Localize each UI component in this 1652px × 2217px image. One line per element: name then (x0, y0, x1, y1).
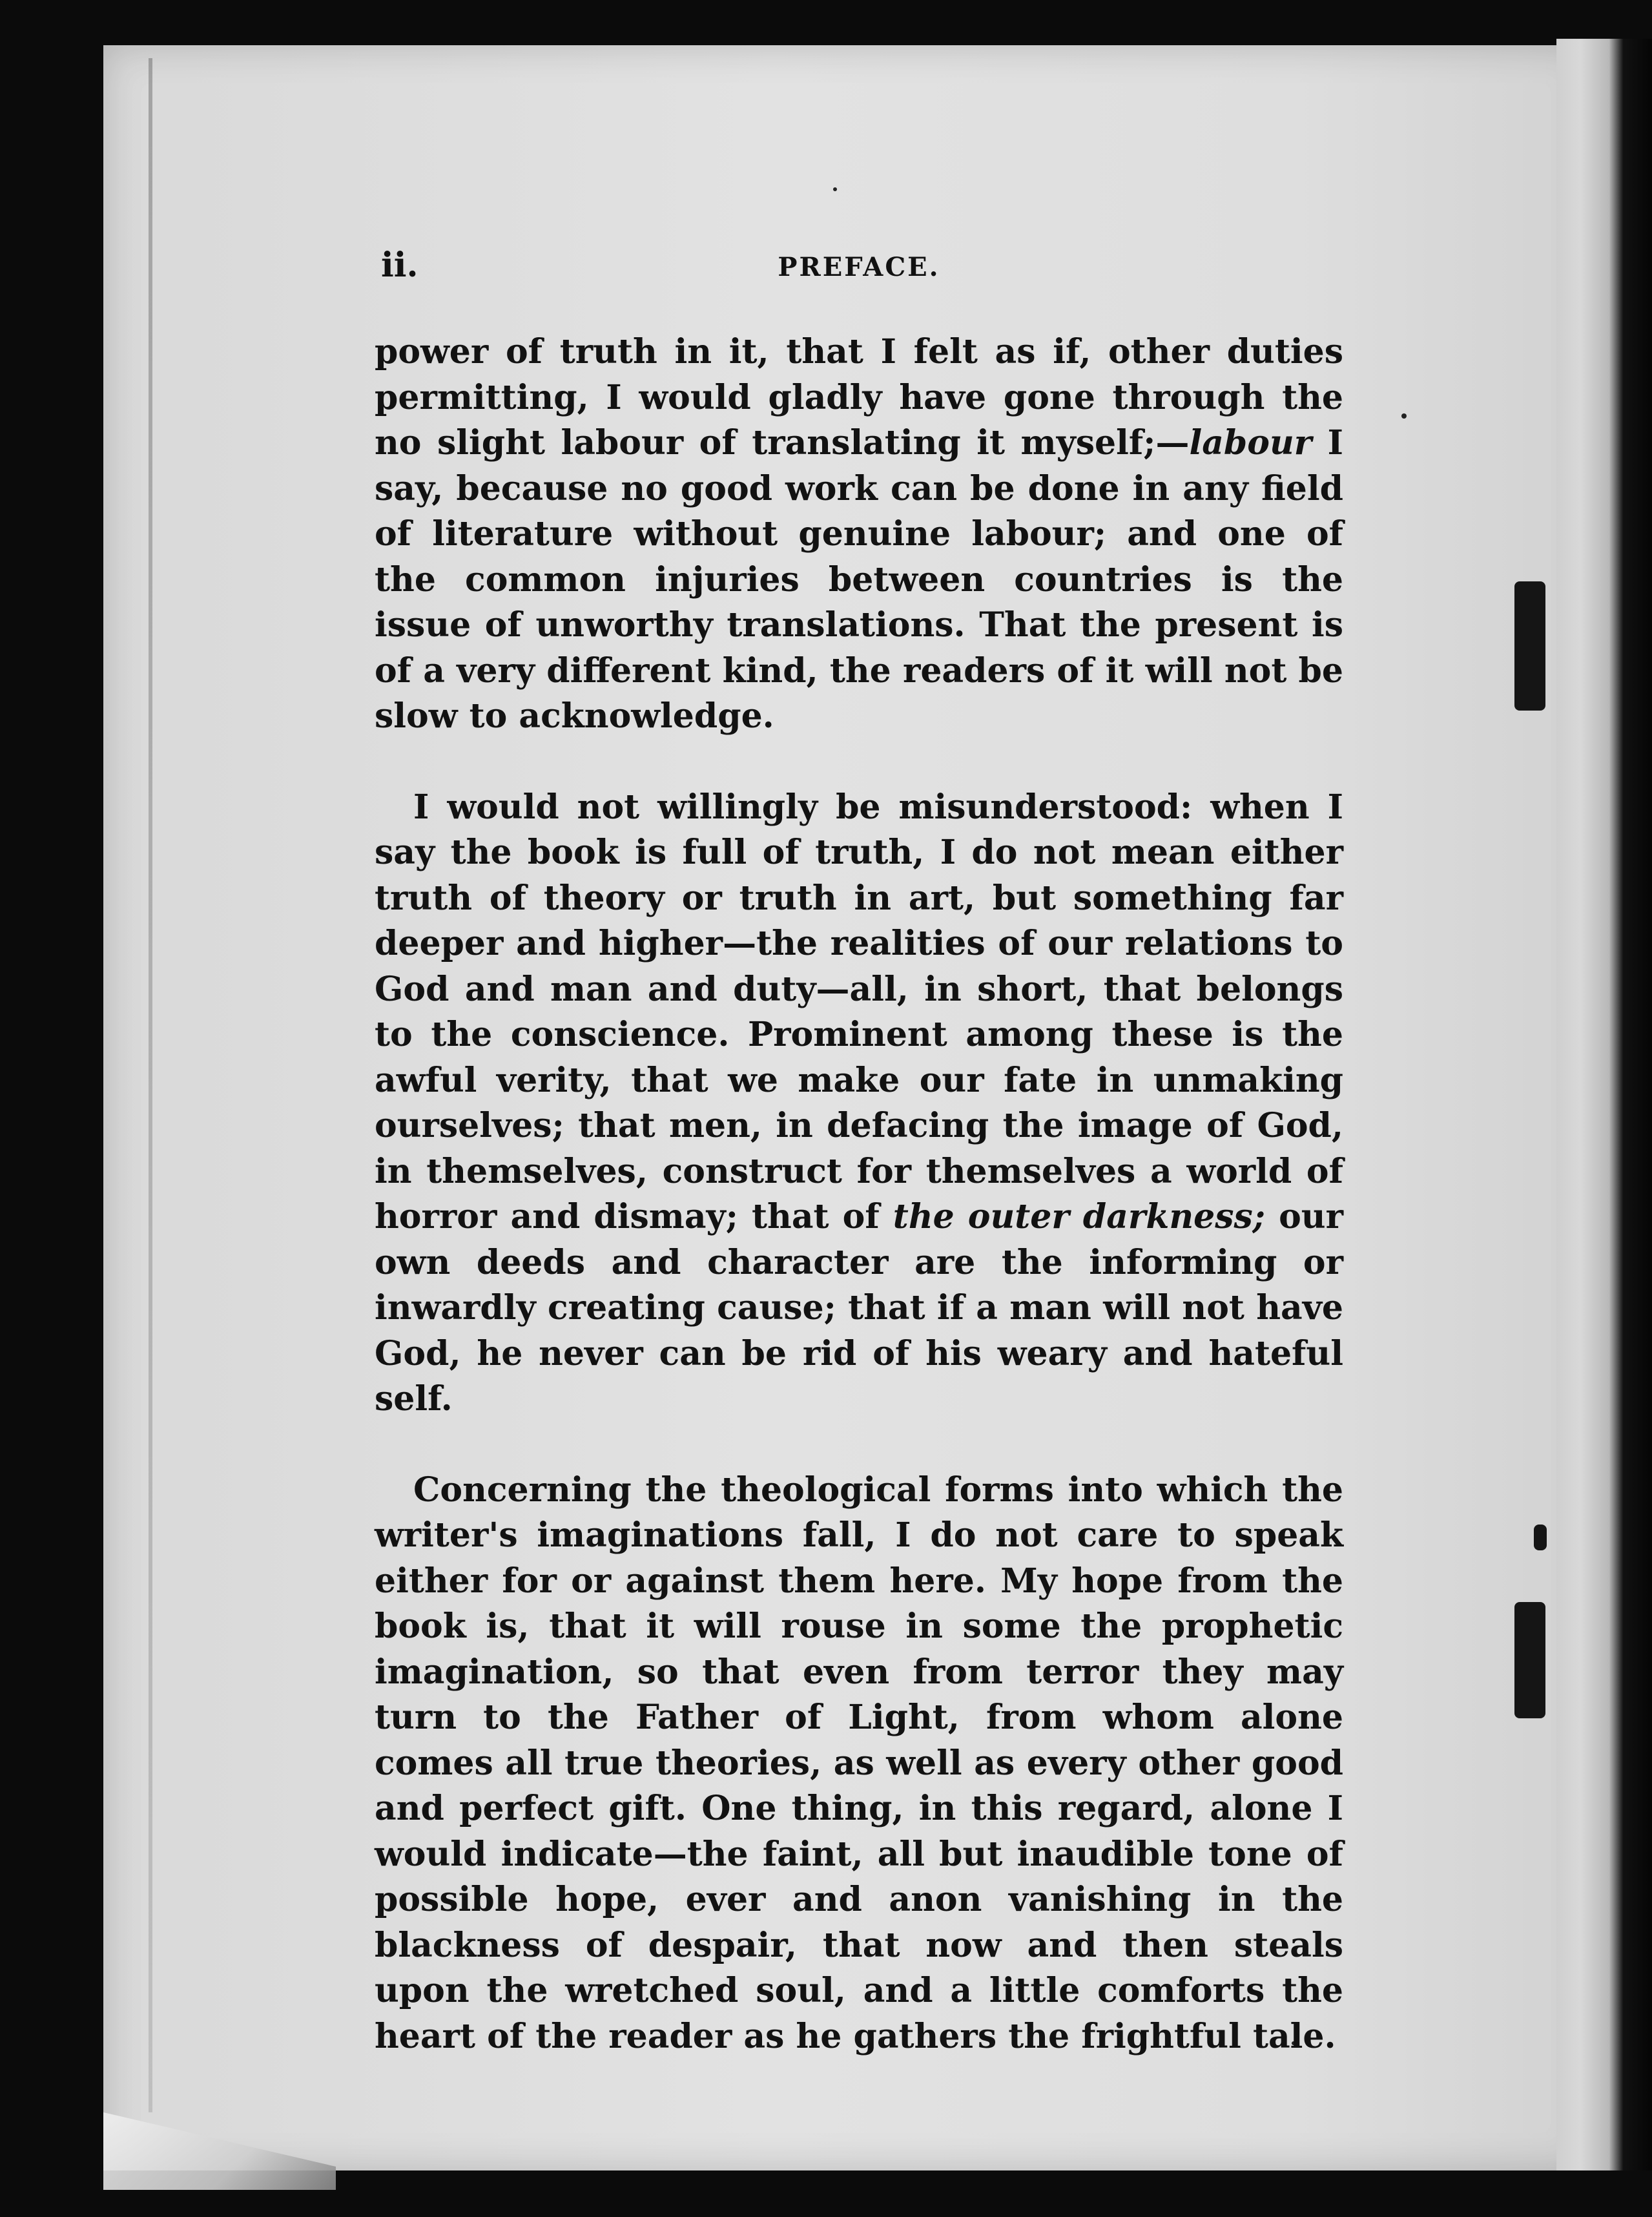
italic-text-segment: the outer darkness; (893, 1197, 1265, 1236)
scan-speck (1401, 413, 1407, 419)
running-head: PREFACE. (778, 252, 940, 282)
body-text (375, 329, 1343, 2059)
text-segment: Concerning the theological forms into which the writer's imaginations fall, I do not care to speak either for or against them here. My hope from the book is, that it will rouse in some the prophetic imagination, so that even from terror they may turn to the Father of Light, from whom alone comes all true theories, as well as every other good and perfect gift. One thing, in this regard, alone I would indicate—the faint, all but inaudible tone of possible hope, ever and anon vanishing in the blackness of despair, that now and then steals upon the wretched soul, and a little comforts the heart of the reader as he gathers the frightful tale. (375, 1470, 1343, 2056)
binding-mark (1534, 1525, 1547, 1550)
text-segment: our own deeds and character are the informing or inwardly creating cause; that if a man will not have God, he never can be rid of his weary and hateful self. (375, 1197, 1343, 1419)
paragraph (375, 1468, 1343, 2060)
italic-text-segment: labour (1189, 423, 1312, 463)
page-number: ii. (381, 245, 418, 285)
page-header (381, 245, 1337, 304)
text-segment: I say, because no good work can be done in any field of literature without genuine labour; and one of the common injuries between countries is the issue of unworthy translations. That the present is of a very different kind, the readers of it will not be slow to acknowledge. (375, 423, 1343, 736)
page-left-edge-shadow (149, 58, 152, 2112)
text-segment: power of truth in it, that I felt as if, other duties permitting, I would gladly have gone through the no slight labour of translating it myself;— (375, 332, 1343, 463)
book-binding-edge (1556, 39, 1652, 2170)
text-segment: I would not willingly be misunderstood: when I say the book is full of truth, I do not mean either truth of theory or truth in art, but something far deeper and higher—the realities of our relations to God and man and duty—all, in short, that belongs to the conscience. Prominent among these is the awful verity, that we make our fate in unmaking ourselves; that men, in defacing the image of God, in themselves, construct for themselves a world of horror and dismay; that of (375, 787, 1343, 1236)
scan-speck (833, 187, 837, 191)
paragraph (375, 785, 1343, 1422)
paragraph (375, 329, 1343, 740)
binding-mark (1514, 581, 1545, 711)
binding-mark (1514, 1602, 1545, 1718)
